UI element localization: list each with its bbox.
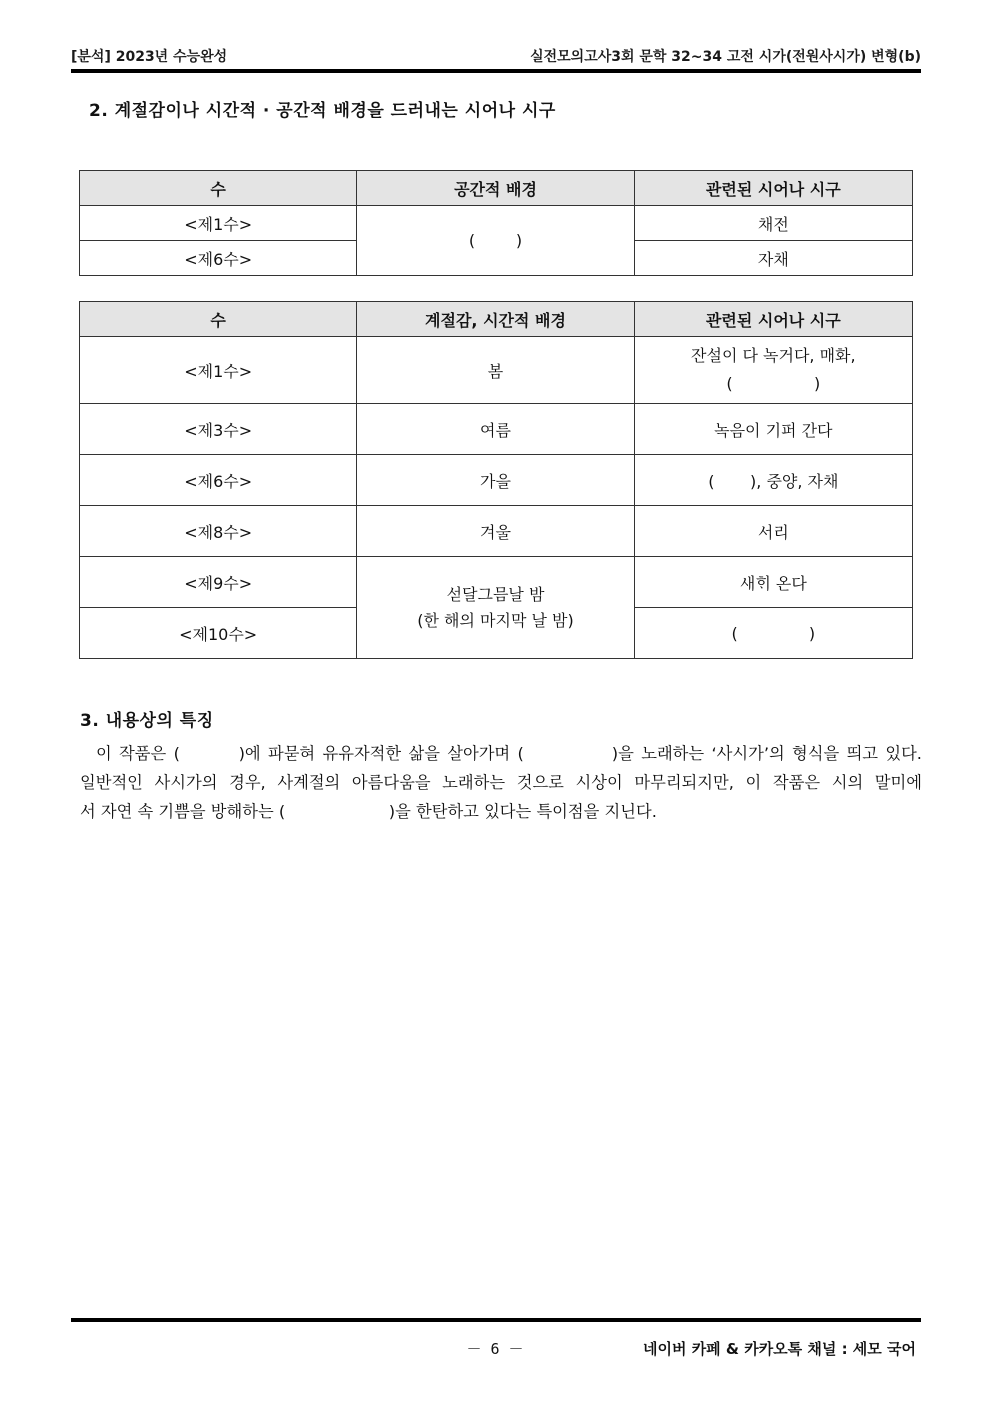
table2-cell-su: <제6수>: [80, 455, 357, 506]
table2-cell-phrase: 서리: [634, 506, 912, 557]
table1-header-su: 수: [80, 171, 357, 206]
table2-merged-season-note: (한 해의 마지막 날 밤): [417, 610, 574, 630]
paragraph-line: 일반적인 사시가의 경우, 사계절의 아름다움을 노래하는 것으로 시상이 마무리되지만, 이 작품은 시의 말미에: [80, 773, 922, 792]
table1-cell-phrase: 채전: [634, 206, 912, 241]
paragraph-line: 이 작품은 ( )에 파묻혀 유유자적한 삶을 살아가며 ( )을 노래하는 ‘사시가’의 형식을 띄고 있다.: [96, 744, 922, 763]
footer-channel-text: 네이버 카페 & 카카오톡 채널 : 세모 국어: [643, 1340, 916, 1358]
table2-cell-season: 가을: [357, 455, 634, 506]
paragraph-line: 서 자연 속 기쁨을 방해하는 ( )을 한탄하고 있다는 특이점을 지닌다.: [80, 802, 657, 821]
table2-cell-phrase: 녹음이 기퍼 간다: [634, 404, 912, 455]
section-3-title: 3. 내용상의 특징: [80, 711, 214, 731]
table2-cell-phrase: [634, 337, 912, 404]
table2-cell-phrase: ( ), 중양, 자채: [634, 455, 912, 506]
header-right-text: 실전모의고사3회 문학 32~34 고전 시가(전원사시가) 변형(b): [530, 49, 921, 65]
table2-cell-su: <제1수>: [80, 337, 357, 404]
season-time-table: [79, 301, 913, 659]
table2-cell-su: <제9수>: [80, 557, 357, 608]
table1-cell-phrase: 자채: [634, 241, 912, 276]
table1-header-background: 공간적 배경: [357, 171, 634, 206]
table2-merged-season: [357, 557, 634, 659]
table2-cell-su: <제10수>: [80, 608, 357, 659]
table2-phrase-blank: ( ): [726, 374, 821, 393]
table2-cell-su: <제3수>: [80, 404, 357, 455]
table2-header-su: 수: [80, 302, 357, 337]
table1-merged-background-blank: ( ): [357, 206, 634, 276]
table1-cell-su: <제6수>: [80, 241, 357, 276]
header-left-text: [분석] 2023년 수능완성: [71, 49, 228, 65]
page-number: － 6 －: [466, 1340, 524, 1358]
table2-header-season: 계절감, 시간적 배경: [357, 302, 634, 337]
header-rule: [71, 69, 921, 73]
table2-cell-phrase-blank: ( ): [634, 608, 912, 659]
table2-merged-season-line: 섣달그믐날 밤: [446, 584, 545, 604]
table2-cell-season: 여름: [357, 404, 634, 455]
table2-cell-season: 봄: [357, 337, 634, 404]
table2-header-phrase: 관련된 시어나 시구: [634, 302, 912, 337]
content-paragraph: [80, 739, 922, 826]
table2-cell-phrase: 새ᄒᆡ 온다: [634, 557, 912, 608]
footer-rule: [71, 1318, 921, 1322]
spatial-background-table: [79, 170, 913, 276]
section-2-title: 2. 계절감이나 시간적 · 공간적 배경을 드러내는 시어나 시구: [89, 101, 556, 121]
table2-phrase-line: 잔설이 다 녹거다, 매화,: [691, 346, 856, 365]
table2-cell-su: <제8수>: [80, 506, 357, 557]
table2-cell-season: 겨울: [357, 506, 634, 557]
table1-cell-su: <제1수>: [80, 206, 357, 241]
table1-header-phrase: 관련된 시어나 시구: [634, 171, 912, 206]
page-header: [71, 44, 921, 66]
